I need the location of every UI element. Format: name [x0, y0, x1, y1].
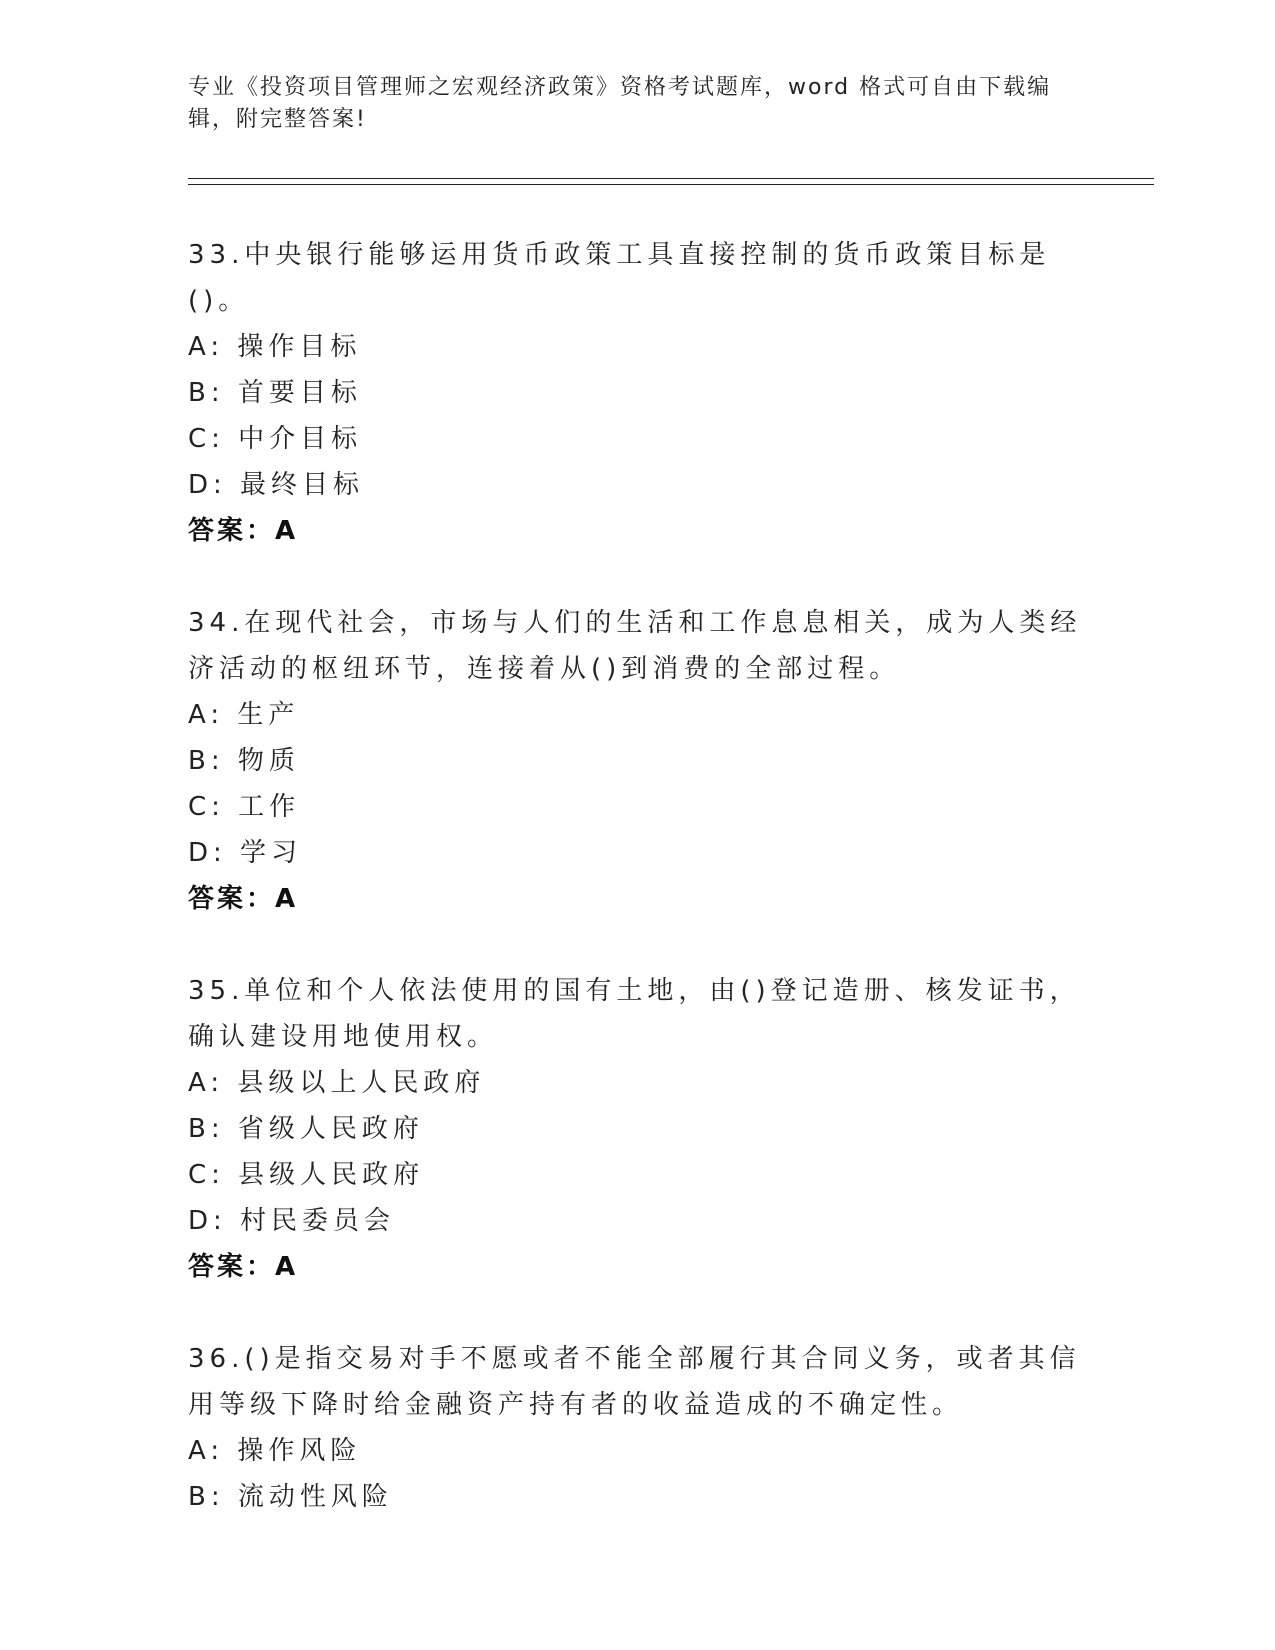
option-b: B: 首要目标 — [188, 378, 362, 408]
option-b: B: 流动性风险 — [188, 1482, 393, 1512]
question-list — [188, 232, 1088, 1566]
option-d: D: 村民委员会 — [188, 1206, 396, 1236]
option-a: A: 县级以上人民政府 — [188, 1068, 486, 1098]
option-a: A: 操作目标 — [188, 332, 362, 362]
answer-line: 答案：A — [188, 1252, 299, 1282]
header-divider-top — [188, 178, 1154, 179]
option-b: B: 省级人民政府 — [188, 1114, 424, 1144]
question-stem: 35.单位和个人依法使用的国有土地，由()登记造册、核发证书，确认建设用地使用权。 — [188, 976, 1081, 1052]
option-d: D: 最终目标 — [188, 470, 365, 500]
header-line-2: 辑，附完整答案! — [188, 107, 367, 132]
option-d: D: 学习 — [188, 838, 303, 868]
document-header — [188, 72, 1088, 136]
option-a: A: 生产 — [188, 700, 300, 730]
question-stem: 34.在现代社会，市场与人们的生活和工作息息相关，成为人类经济活动的枢纽环节，连接着从()到消费的全部过程。 — [188, 608, 1082, 684]
answer-line: 答案：A — [188, 884, 299, 914]
question-34 — [188, 600, 1088, 922]
question-36 — [188, 1336, 1088, 1520]
question-33 — [188, 232, 1088, 554]
option-c: C: 工作 — [188, 792, 301, 822]
question-35 — [188, 968, 1088, 1290]
option-c: C: 中介目标 — [188, 424, 363, 454]
option-c: C: 县级人民政府 — [188, 1160, 425, 1190]
header-line-1: 专业《投资项目管理师之宏观经济政策》资格考试题库，word 格式可自由下载编 — [188, 75, 1052, 100]
question-stem: 33.中央银行能够运用货币政策工具直接控制的货币政策目标是()。 — [188, 240, 1051, 316]
question-stem: 36.()是指交易对手不愿或者不能全部履行其合同义务，或者其信用等级下降时给金融资产持有者的收益造成的不确定性。 — [188, 1344, 1081, 1420]
option-b: B: 物质 — [188, 746, 300, 776]
answer-line: 答案：A — [188, 516, 299, 546]
header-divider-bottom — [188, 184, 1154, 185]
option-a: A: 操作风险 — [188, 1436, 362, 1466]
